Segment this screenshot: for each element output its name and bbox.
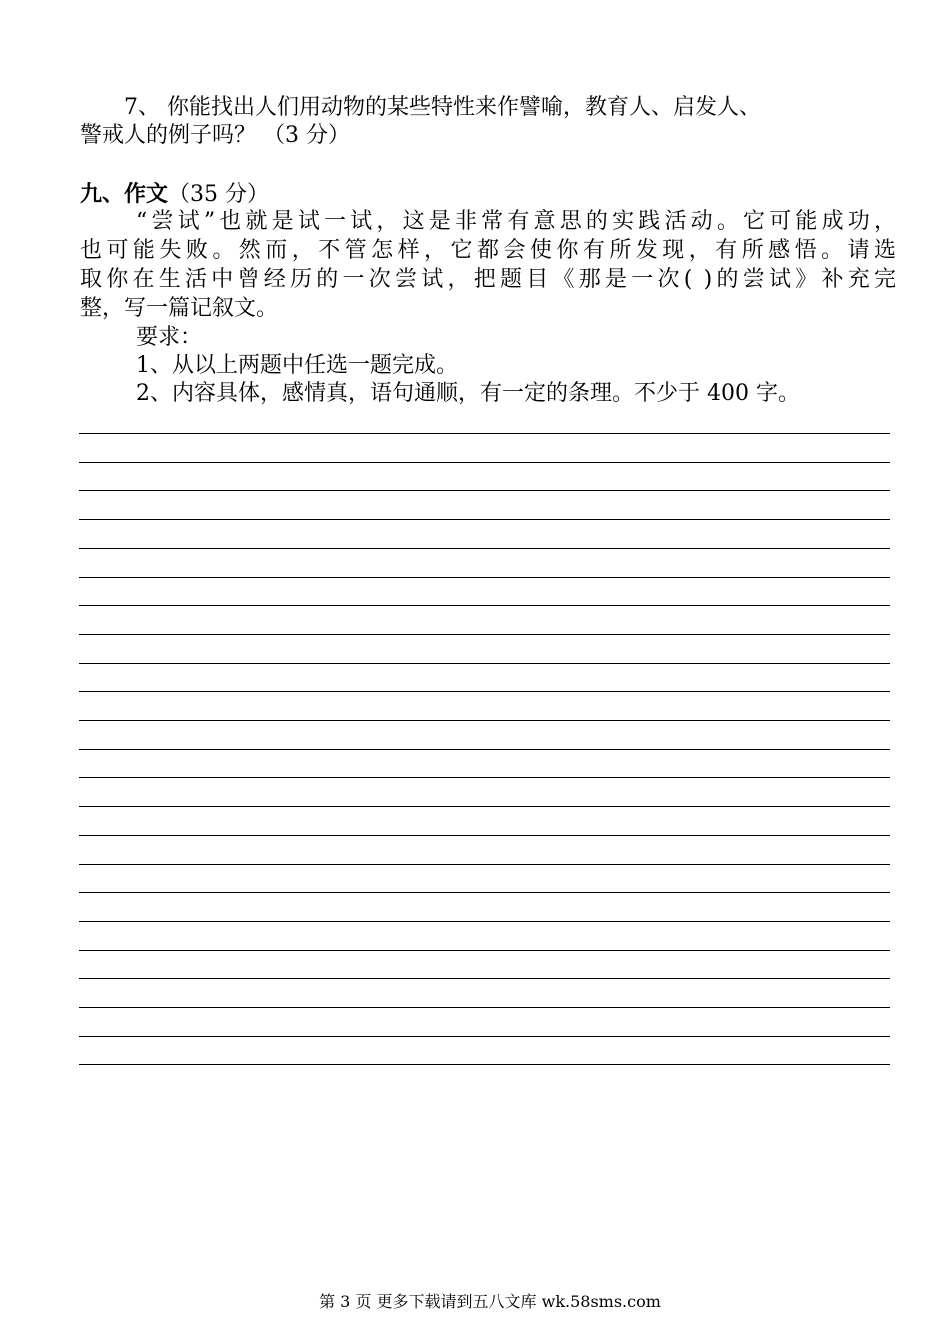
requirements-label: 要求： [136, 325, 203, 350]
writing-line [79, 490, 890, 491]
writing-line [79, 892, 890, 893]
writing-line [79, 1064, 890, 1065]
writing-line [79, 749, 890, 750]
writing-line [79, 950, 890, 951]
question-7-line-1: 7、 你能找出人们用动物的某些特性来作譬喻，教育人、启发人、 [124, 95, 761, 120]
prompt-line-3: 取你在生活中曾经历的一次尝试，把题目《那是一次( )的尝试》补充完 [80, 267, 896, 292]
writing-line [79, 864, 890, 865]
section-9-heading [80, 180, 269, 209]
section-9-score: （35 分） [168, 182, 270, 207]
page-footer: 第 3 页 更多下载请到五八文库 wk.58sms.com [319, 1292, 661, 1311]
writing-line [79, 978, 890, 979]
prompt-line-1: “尝试”也就是试一试，这是非常有意思的实践活动。它可能成功， [136, 209, 896, 234]
writing-line [79, 462, 890, 463]
writing-line [79, 605, 890, 606]
writing-line [79, 663, 890, 664]
writing-line [79, 1036, 890, 1037]
writing-line [79, 433, 890, 434]
question-7-line-2: 警戒人的例子吗？ （3 分） [80, 123, 350, 148]
writing-line [79, 720, 890, 721]
writing-line [79, 921, 890, 922]
writing-line [79, 548, 890, 549]
section-9-title: 九、作文 [80, 181, 169, 207]
writing-line [79, 1007, 890, 1008]
prompt-line-2: 也可能失败。然而，不管怎样，它都会使你有所发现，有所感悟。请选 [80, 238, 896, 263]
requirement-2: 2、内容具体，感情真，语句通顺，有一定的条理。不少于 400 字。 [136, 381, 800, 406]
writing-line [79, 634, 890, 635]
writing-line [79, 691, 890, 692]
requirement-1: 1、从以上两题中任选一题完成。 [136, 353, 458, 378]
writing-line [79, 577, 890, 578]
prompt-line-4: 整，写一篇记叙文。 [80, 296, 279, 321]
writing-lines-area[interactable] [79, 433, 890, 1073]
writing-line [79, 806, 890, 807]
writing-line [79, 519, 890, 520]
writing-line [79, 777, 890, 778]
writing-line [79, 835, 890, 836]
